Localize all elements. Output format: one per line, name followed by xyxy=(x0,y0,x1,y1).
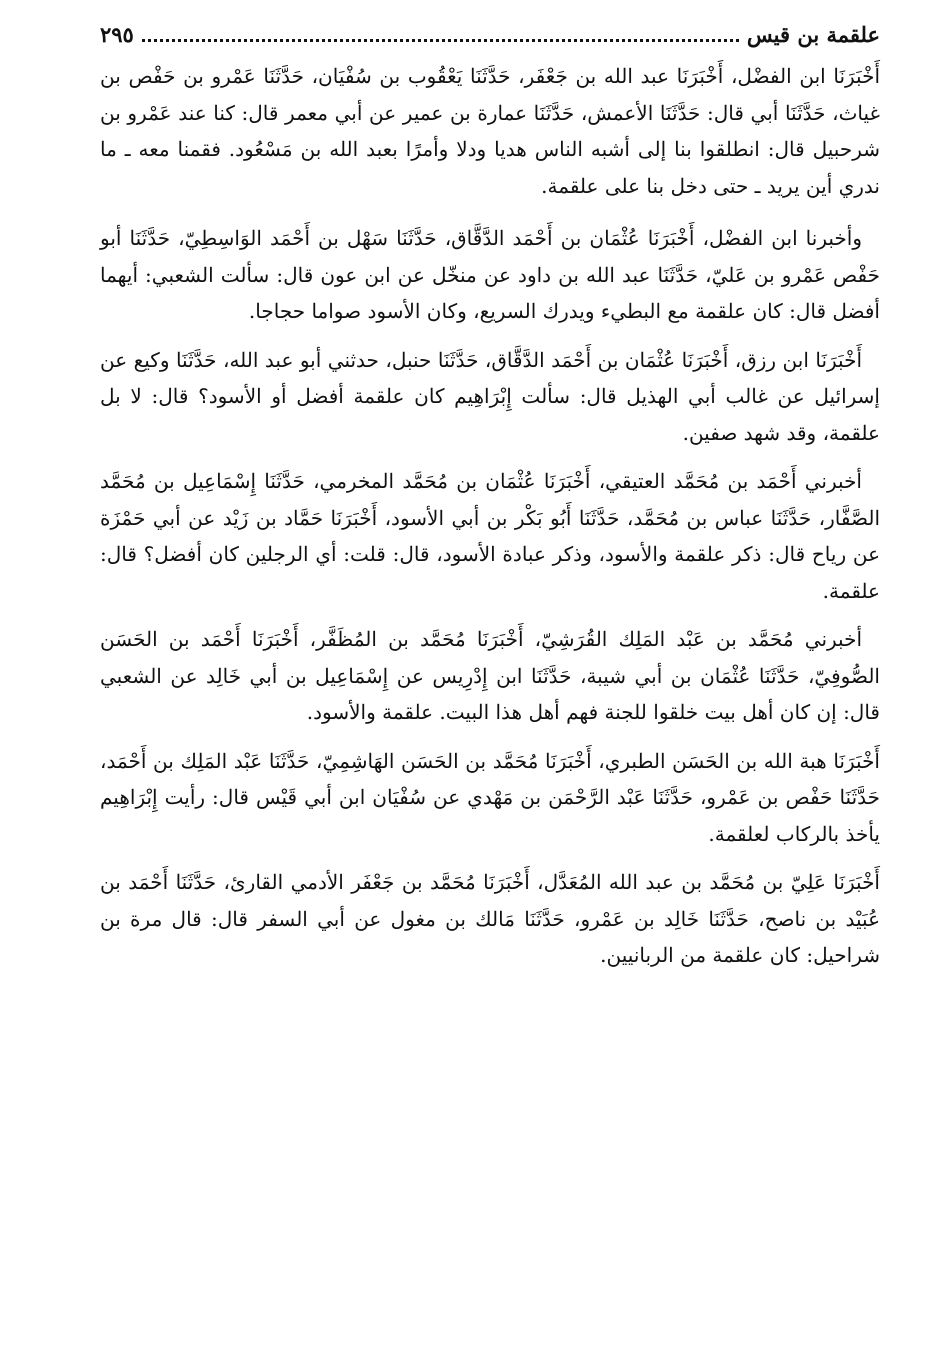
paragraph-4: أخبرني أَحْمَد بن مُحَمَّد العتيقي، أَخْبَرَنَا عُثْمَان بن مُحَمَّد المخرمي، حَدَّثَنَا إِسْمَاعِيل بن مُحَمَّد الصَّفَّار، حَدَّثَنَا عباس بن مُحَمَّد، حَدَّثَنَا أَبُو بَكْر بن أبي الأسود، أَخْبَرَنَا حَمَّاد بن زَيْد عن أبي حَمْزَة عن رياح قال: ذكر علقمة والأسود، وذكر عبادة الأسود، قال: قلت: أي الرجلين كان أفضل؟ قال: علقمة. xyxy=(100,469,880,603)
chapter-title: علقمة بن قيس xyxy=(746,22,880,47)
paragraph-5: أخبرني مُحَمَّد بن عَبْد المَلِك القُرَشِيّ، أَخْبَرَنَا مُحَمَّد بن المُظَفَّر، أَخْبَرَنَا أَحْمَد بن الحَسَن الصُّوفِيّ، حَدَّثَنَا عُثْمَان بن أبي شيبة، حَدَّثَنَا ابن إِدْرِيس عن إِسْمَاعِيل بن أبي خَالِد عن الشعبي قال: إن كان أهل بيت خلقوا للجنة فهم أهل هذا البيت. علقمة والأسود. xyxy=(100,627,880,724)
paragraph-7: أَخْبَرَنَا عَلِيّ بن مُحَمَّد بن عبد الله المُعَدَّل، أَخْبَرَنَا مُحَمَّد بن جَعْفَر الأدمي القارئ، حَدَّثَنَا أَحْمَد بن عُبَيْد بن ناصح، حَدَّثَنَا خَالِد بن عَمْرو، حَدَّثَنَا مَالك بن مغول عن أبي السفر قال: قال مرة بن شراحيل: كان علقمة من الربانيين. xyxy=(100,870,880,967)
page-number: ٢٩٥ xyxy=(100,22,134,47)
leader-dots xyxy=(142,21,739,42)
paragraph-1: أَخْبَرَنَا ابن الفضْل، أَخْبَرَنَا عبد الله بن جَعْفَر، حَدَّثَنَا يَعْقُوب بن سُفْيَان، حَدَّثَنَا عَمْرو بن حَفْص بن غياث، حَدَّثَنَا أبي قال: حَدَّثَنَا الأعمش، حَدَّثَنَا عمارة بن عمير عن أبي معمر قال: كنا عند عَمْرو بن شرحبيل قال: انطلقوا بنا إلى أشبه الناس هديا ودلا وأمرًا بعبد الله بن مَسْعُود. فقمنا معه ـ ما ندري أين يريد ـ حتى دخل بنا على علقمة. xyxy=(100,64,880,198)
book-page xyxy=(100,20,880,1350)
paragraph-3: أَخْبَرَنَا ابن رزق، أَخْبَرَنَا عُثْمَان بن أَحْمَد الدَّقَّاق، حَدَّثَنَا حنبل، حدثني أبو عبد الله، حَدَّثَنَا وكيع عن إسرائيل عن غالب أبي الهذيل قال: سألت إِبْرَاهِيم كان علقمة أفضل أو الأسود؟ قال: لا بل علقمة، وقد شهد صفين. xyxy=(100,347,880,445)
paragraph-2: وأخبرنا ابن الفضْل، أَخْبَرَنَا عُثْمَان بن أَحْمَد الدَّقَّاق، حَدَّثَنَا سَهْل بن أَحْمَد الوَاسِطِيّ، حَدَّثَنَا أبو حَفْص عَمْرو بن عَليّ، حَدَّثَنَا عبد الله بن داود عن منخّل عن ابن عون قال: سألت الشعبي: أيهما أفضل قال: كان علقمة مع البطيء ويدرك السريع، وكان الأسود صواما حجاجا. xyxy=(100,226,880,323)
paragraph-6: أَخْبَرَنَا هبة الله بن الحَسَن الطبري، أَخْبَرَنَا مُحَمَّد بن الحَسَن الهَاشِمِيّ، حَدَّثَنَا عَبْد المَلِك بن أَحْمَد، حَدَّثَنَا حَفْص بن عَمْرو، حَدَّثَنَا عَبْد الرَّحْمَن بن مَهْدي عن سُفْيَان ابن أبي قَيْس قال: رأيت إِبْرَاهِيم يأخذ بالركاب لعلقمة. xyxy=(100,748,880,846)
running-header xyxy=(100,20,880,54)
